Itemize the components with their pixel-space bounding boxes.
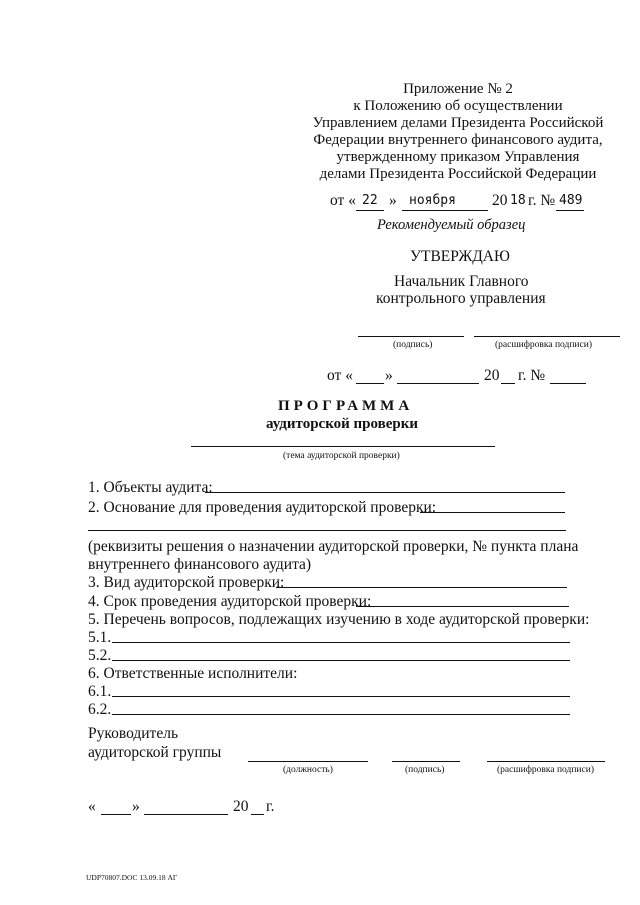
order-month: ноября: [409, 193, 456, 208]
sample-note: Рекомендуемый образец: [377, 217, 526, 233]
order-year: 18: [510, 193, 526, 208]
appendix-title: Приложение № 2: [403, 81, 513, 97]
approve-title: УТВЕРЖДАЮ: [410, 248, 510, 265]
topic-label: (тема аудиторской проверки): [283, 451, 400, 461]
item-executor-2: 6.2.: [88, 701, 112, 718]
program-title: ПРОГРАММА: [278, 398, 414, 414]
order-number: 489: [559, 193, 583, 208]
position-line: [248, 761, 368, 762]
approve-decode-line: [474, 336, 620, 337]
order-day: 22: [362, 193, 378, 208]
group-head-label: аудиторской группы: [88, 744, 222, 761]
item-audit-type: 3. Вид аудиторской проверки:: [88, 574, 285, 591]
appendix-line: делами Президента Российской Федерации: [319, 166, 597, 182]
signature-label: (подпись): [393, 340, 433, 350]
decode-line: [487, 761, 605, 762]
topic-line: [191, 446, 495, 447]
item-questions: 5. Перечень вопросов, подлежащих изучению в ходе аудиторской проверки:: [88, 611, 590, 628]
appendix-line: к Положению об осуществлении: [353, 98, 563, 114]
details-note: внутреннего финансового аудита): [88, 556, 312, 573]
approve-position: контрольного управления: [376, 290, 546, 307]
approve-position: Начальник Главного: [394, 273, 529, 290]
signature-label: (подпись): [405, 765, 445, 775]
details-note: (реквизиты решения о назначении аудиторской проверки, № пункта плана: [88, 538, 579, 555]
program-subtitle: аудиторской проверки: [266, 416, 419, 432]
decode-label: (расшифровка подписи): [495, 340, 592, 350]
item-question-2: 5.2.: [88, 647, 112, 664]
item-executors: 6. Ответственные исполнители:: [88, 665, 298, 682]
item-basis: 2. Основание для проведения аудиторской проверки:: [88, 499, 437, 516]
position-label: (должность): [283, 765, 333, 775]
document-code: UDP70807.DOC 13.09.18 АГ: [86, 873, 178, 882]
item-audit-term: 4. Срок проведения аудиторской проверки:: [88, 593, 372, 610]
item-question-1: 5.1.: [88, 629, 112, 646]
signature-line: [392, 761, 460, 762]
item-executor-1: 6.1.: [88, 683, 112, 700]
appendix-line: Управлением делами Президента Российской: [312, 115, 604, 131]
decode-label: (расшифровка подписи): [497, 765, 594, 775]
approve-signature-line: [358, 336, 464, 337]
appendix-line: Федерации внутреннего финансового аудита,: [313, 132, 603, 148]
appendix-line: утвержденному приказом Управления: [336, 149, 580, 165]
group-head-label: Руководитель: [88, 725, 179, 742]
item-objects: 1. Объекты аудита:: [88, 479, 213, 496]
